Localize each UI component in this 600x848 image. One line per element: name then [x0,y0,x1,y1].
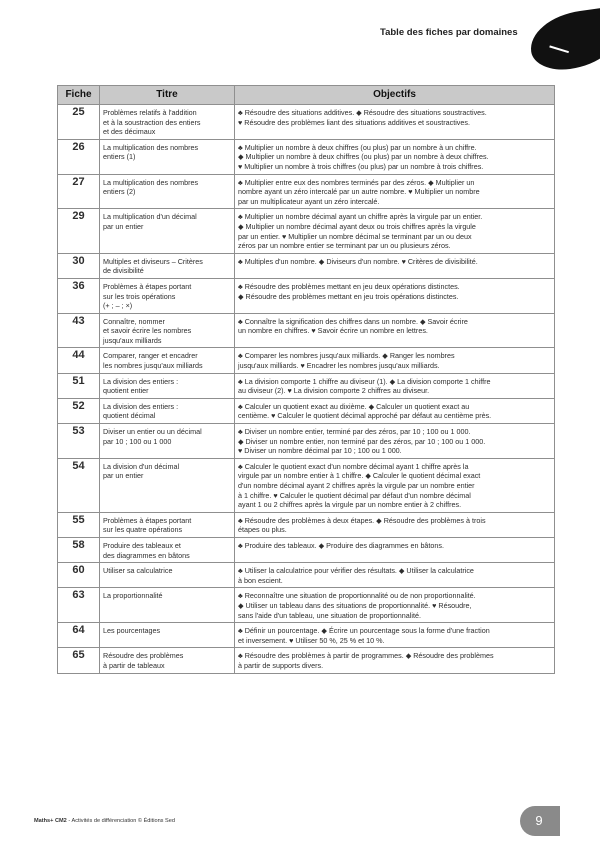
table-row [58,139,555,174]
table-row [58,209,555,253]
fiche-title: Problèmes relatifs à l'addition et à la soustraction des entiers et des décimaux [100,105,235,140]
fiche-title: La proportionnalité [100,588,235,623]
footer-credit [34,818,175,824]
fiche-objectives: ♣ Produire des tableaux. ◆ Produire des diagrammes en bâtons. [235,537,555,562]
fiche-title: La division d'un décimal par un entier [100,458,235,512]
fiche-number: 25 [58,105,100,140]
fiche-title: La multiplication des nombres entiers (2) [100,174,235,209]
fiches-table [57,85,555,674]
fiche-number: 29 [58,209,100,253]
table-row [58,373,555,398]
table-header-row [58,86,555,105]
column-header-titre: Titre [100,86,235,105]
fiche-title: Multiples et diviseurs – Critères de divisibilité [100,253,235,278]
table-row [58,105,555,140]
fiche-number: 65 [58,648,100,673]
fiche-number: 63 [58,588,100,623]
fiche-objectives: ♣ Multiplier entre eux des nombres terminés par des zéros. ◆ Multiplier un nombre ayant un zéro intercalé par un autre nombre. ♥ Multiplier un nombre par un multiplicateur ayant un zéro intercalé. [235,174,555,209]
fiche-title: La multiplication des nombres entiers (1) [100,139,235,174]
fiche-number: 52 [58,398,100,423]
table-row [58,348,555,373]
fiche-number: 36 [58,278,100,313]
fiche-objectives: ♣ Résoudre des problèmes mettant en jeu deux opérations distinctes. ◆ Résoudre des problèmes mettant en jeu trois opérations distinctes. [235,278,555,313]
fiche-number: 43 [58,313,100,348]
fiche-objectives: ♣ Reconnaître une situation de proportionnalité ou de non proportionnalité. ◆ Utiliser un tableau dans des situations de proportionnalité. ♥ Résoudre, sans l'aide d'un tableau, une situation de proportionnalité. [235,588,555,623]
fiche-objectives: ♣ La division comporte 1 chiffre au diviseur (1). ◆ La division comporte 1 chiffre au diviseur (2). ♥ La division comporte 2 chiffres au diviseur. [235,373,555,398]
fiche-number: 44 [58,348,100,373]
fiche-number: 55 [58,512,100,537]
fiche-number: 27 [58,174,100,209]
fiche-number: 30 [58,253,100,278]
table-row [58,648,555,673]
fiche-objectives: ♣ Résoudre des situations additives. ◆ Résoudre des situations soustractives. ♥ Résoudre des problèmes liant des situations additives et soustractives. [235,105,555,140]
table-row [58,313,555,348]
fiche-number: 60 [58,563,100,588]
fiche-number: 53 [58,424,100,459]
footer-text: - Activités de différenciation © Éditions Sed [66,818,175,824]
column-header-fiche: Fiche [58,86,100,105]
table-row [58,398,555,423]
table-row [58,512,555,537]
fiche-title: Utiliser sa calculatrice [100,563,235,588]
fiche-title: La multiplication d'un décimal par un entier [100,209,235,253]
fiche-objectives: ♣ Résoudre des problèmes à partir de programmes. ◆ Résoudre des problèmes à partir de supports divers. [235,648,555,673]
fiche-title: Diviser un entier ou un décimal par 10 ; 100 ou 1 000 [100,424,235,459]
fiche-number: 26 [58,139,100,174]
fiche-title: La division des entiers : quotient entier [100,373,235,398]
fiche-title: Problèmes à étapes portant sur les quatre opérations [100,512,235,537]
table-row [58,458,555,512]
fiche-title: Résoudre des problèmes à partir de tableaux [100,648,235,673]
table-row [58,278,555,313]
fiche-objectives: ♣ Connaître la signification des chiffres dans un nombre. ◆ Savoir écrire un nombre en chiffres. ♥ Savoir écrire un nombre en lettres. [235,313,555,348]
fiche-objectives: ♣ Utiliser la calculatrice pour vérifier des résultats. ◆ Utiliser la calculatrice à bon escient. [235,563,555,588]
fiche-objectives: ♣ Calculer le quotient exact d'un nombre décimal ayant 1 chiffre après la virgule par un nombre entier à 1 chiffre. ◆ Calculer le quotient décimal exact d'un nombre décimal ayant 2 chiffres après la virgule par un nombre entier à 1 chiffre. ♥ Calculer le quotient décimal par défaut d'un nombre décimal ayant 1 ou 2 chiffres après la virgule par un nombre entier à 2 chiffres. [235,458,555,512]
table-row [58,537,555,562]
fiche-number: 64 [58,623,100,648]
fiche-title: Produire des tableaux et des diagrammes en bâtons [100,537,235,562]
fiche-objectives: ♣ Diviser un nombre entier, terminé par des zéros, par 10 ; 100 ou 1 000. ◆ Diviser un nombre entier, non terminé par des zéros, par 10 ; 100 ou 1 000. ♥ Diviser un nombre décimal par 10 ; 100 ou 1 000. [235,424,555,459]
fiche-number: 58 [58,537,100,562]
fiche-objectives: ♣ Multiples d'un nombre. ◆ Diviseurs d'un nombre. ♥ Critères de divisibilité. [235,253,555,278]
fiche-number: 54 [58,458,100,512]
leaf-logo-icon [527,6,600,74]
fiche-title: Comparer, ranger et encadrer les nombres jusqu'aux milliards [100,348,235,373]
fiche-objectives: ♣ Multiplier un nombre décimal ayant un chiffre après la virgule par un entier. ◆ Multiplier un nombre décimal ayant deux ou trois chiffres après la virgule par un entier. ♥ Multiplier un nombre décimal se terminant par un ou deux zéros par un nombre entier se terminant par un ou plusieurs zéros. [235,209,555,253]
table-row [58,563,555,588]
table-row [58,253,555,278]
column-header-objectifs: Objectifs [235,86,555,105]
fiche-number: 51 [58,373,100,398]
page-header-title: Table des fiches par domaines [380,27,518,38]
fiche-objectives: ♣ Calculer un quotient exact au dixième. ◆ Calculer un quotient exact au centième. ♥ Calculer le quotient décimal approché par défaut au centième près. [235,398,555,423]
table-row [58,588,555,623]
fiche-title: Problèmes à étapes portant sur les trois opérations (+ ; – ; ×) [100,278,235,313]
fiche-objectives: ♣ Définir un pourcentage. ◆ Écrire un pourcentage sous la forme d'une fraction et inversement. ♥ Utiliser 50 %, 25 % et 10 %. [235,623,555,648]
fiche-objectives: ♣ Multiplier un nombre à deux chiffres (ou plus) par un nombre à un chiffre. ◆ Multiplier un nombre à deux chiffres (ou plus) par un nombre à deux chiffres. ♥ Multiplier un nombre à trois chiffres (ou plus) par un nombre à trois chiffres. [235,139,555,174]
page-number: 9 [527,809,551,833]
table-row [58,424,555,459]
footer-brand: Maths+ CM2 [34,818,67,824]
fiche-title: La division des entiers : quotient décimal [100,398,235,423]
table-row [58,174,555,209]
fiche-objectives: ♣ Comparer les nombres jusqu'aux milliards. ◆ Ranger les nombres jusqu'aux milliards. ♥ Encadrer les nombres jusqu'aux milliards. [235,348,555,373]
fiche-objectives: ♣ Résoudre des problèmes à deux étapes. ◆ Résoudre des problèmes à trois étapes ou plus. [235,512,555,537]
fiche-title: Les pourcentages [100,623,235,648]
table-row [58,623,555,648]
fiche-title: Connaître, nommer et savoir écrire les nombres jusqu'aux milliards [100,313,235,348]
